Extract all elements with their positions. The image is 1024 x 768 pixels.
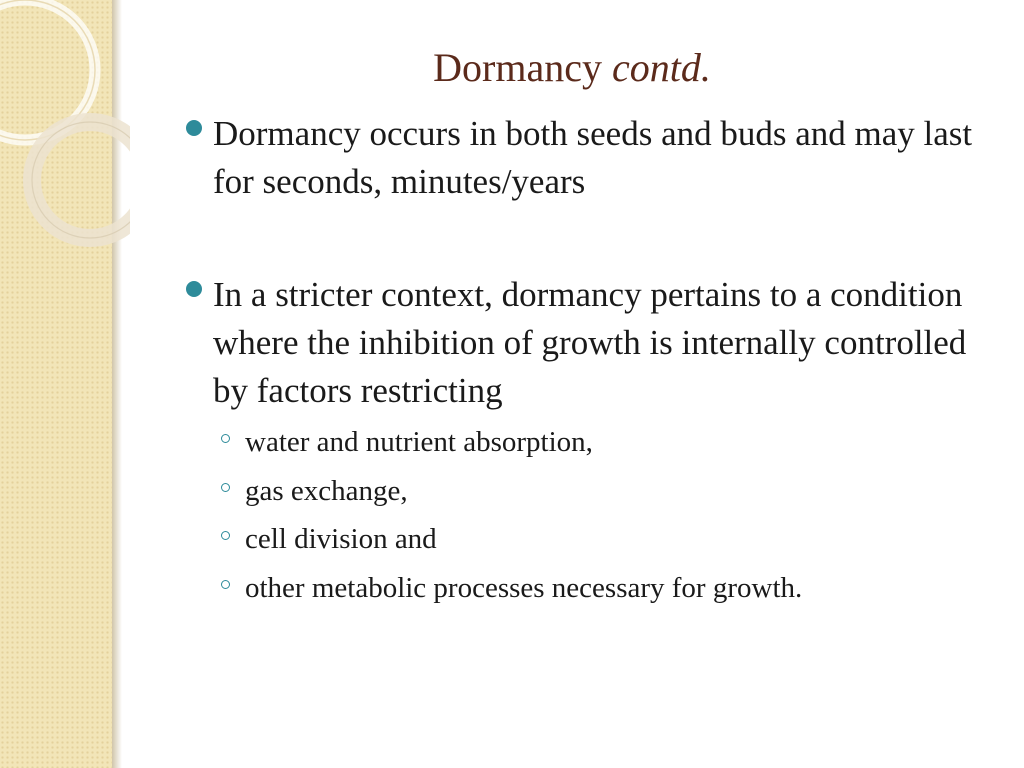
title-main: Dormancy	[433, 45, 602, 90]
sub-bullet-circle-icon	[221, 483, 230, 492]
title-italic: contd.	[611, 45, 711, 90]
sub-bullet-circle-icon	[221, 531, 230, 540]
sub-bullet-circle-icon	[221, 580, 230, 589]
sub-bullet-item: gas exchange,	[245, 475, 408, 507]
sub-bullet-item: other metabolic processes necessary for growth.	[245, 572, 803, 604]
sub-bullet-item: water and nutrient absorption,	[245, 426, 593, 458]
bullet-dot-icon	[186, 120, 202, 136]
sub-bullet-circle-icon	[221, 434, 230, 443]
decorative-arcs	[0, 0, 130, 260]
slide-title	[120, 40, 1024, 96]
bullet-item: Dormancy occurs in both seeds and buds and may last for seconds, minutes/years	[213, 114, 973, 201]
bullet-dot-icon	[186, 281, 202, 297]
bullet-item: In a stricter context, dormancy pertains to a condition where the inhibition of growth is internally controlled by factors restricting	[213, 275, 967, 410]
sub-bullet-item: cell division and	[245, 523, 437, 555]
